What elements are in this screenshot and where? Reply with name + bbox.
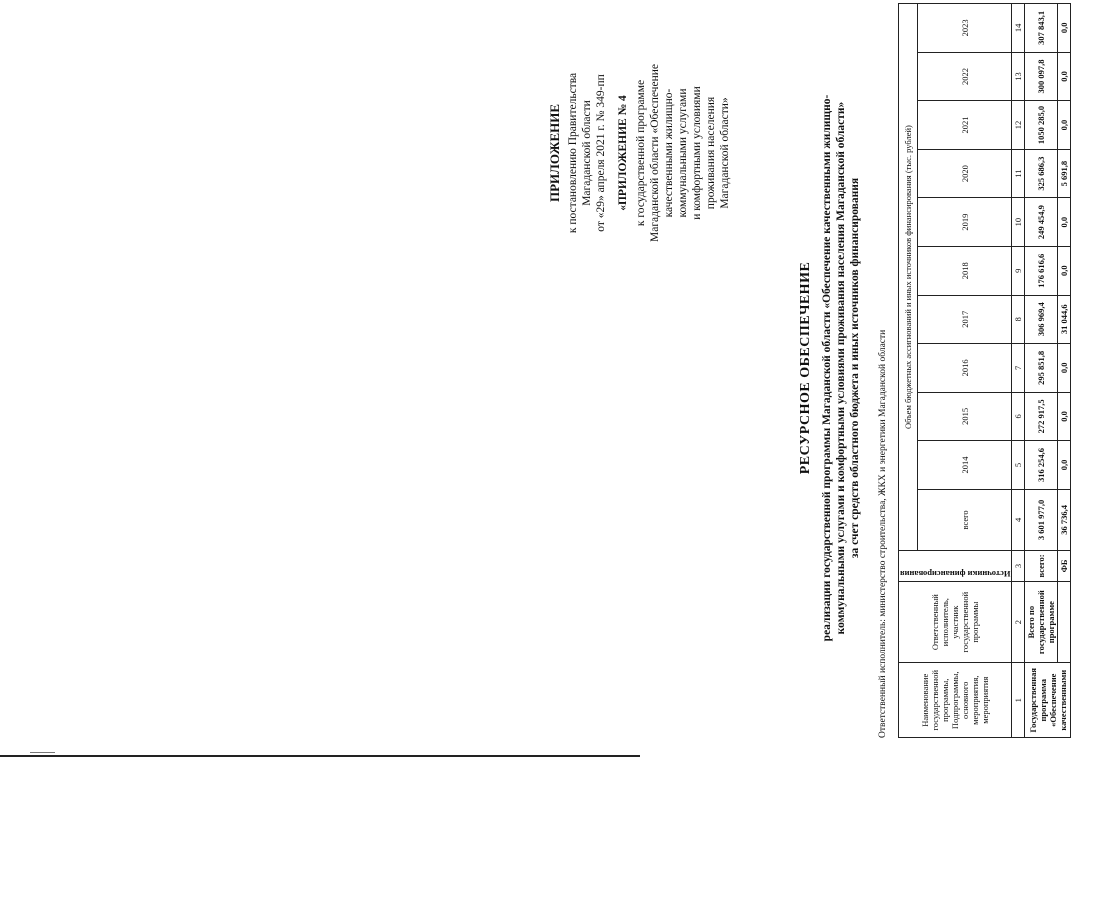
document-title [798, 38, 862, 698]
header-line: от «29» апреля 2021 г. № 349-пп [595, 74, 607, 232]
appendix-header [548, 8, 732, 298]
source-cell: всего: [1025, 551, 1058, 582]
table-row [1025, 4, 1058, 738]
value-cell: 36 736,4 [1058, 489, 1071, 550]
col-number: 9 [1012, 246, 1025, 295]
header-year: 2023 [918, 4, 1012, 53]
value-cell: 307 843,1 [1025, 4, 1058, 53]
col-number: 7 [1012, 344, 1025, 393]
title-main: РЕСУРСНОЕ ОБЕСПЕЧЕНИЕ [798, 261, 813, 475]
title-line: реализации государственной программы Магаданской области «Обеспечение качественными жилищно- [821, 94, 833, 642]
col-number: 4 [1012, 489, 1025, 550]
header-year: 2015 [918, 392, 1012, 441]
col-number: 10 [1012, 198, 1025, 247]
col-number: 1 [1012, 663, 1025, 738]
header-line: Магаданской области [581, 100, 593, 206]
value-cell: 31 044,6 [1058, 295, 1071, 344]
header-year: 2014 [918, 441, 1012, 490]
scan-artifact [30, 752, 55, 753]
value-cell: 325 686,3 [1025, 149, 1058, 198]
table-row [1058, 4, 1071, 738]
header-line: Магаданской области» [719, 97, 731, 209]
header-name: Наименование государственной программы, Подпрограммы, основного мероприятия, мероприятия [899, 663, 1012, 738]
table-row-numbers [1012, 4, 1025, 738]
header-line: коммунальными услугами [677, 88, 689, 218]
scan-edge-line [0, 755, 640, 757]
appendix-label: ПРИЛОЖЕНИЕ [547, 103, 562, 203]
appendix4-label: «ПРИЛОЖЕНИЕ № 4 [617, 95, 629, 211]
col-number: 6 [1012, 392, 1025, 441]
header-line: Магаданской области «Обеспечение [649, 64, 661, 242]
header-volume: Объем бюджетных ассигнований и иных источников финансирования (тыс. рублей) [899, 4, 918, 551]
col-number: 5 [1012, 441, 1025, 490]
header-line: и комфортными условиями [691, 86, 703, 220]
title-line: за счет средств областного бюджета и иных источников финансирования [849, 177, 861, 559]
program-executor-empty [1058, 581, 1071, 663]
value-cell: 176 616,6 [1025, 246, 1058, 295]
header-year: 2017 [918, 295, 1012, 344]
value-cell: 0,0 [1058, 344, 1071, 393]
header-year: 2022 [918, 52, 1012, 101]
header-year: 2021 [918, 101, 1012, 150]
header-line: проживания населения [705, 96, 717, 210]
header-year: 2019 [918, 198, 1012, 247]
program-name: Государственная программа «Обеспечение качественными [1025, 663, 1071, 738]
value-cell: 295 851,8 [1025, 344, 1058, 393]
value-cell: 0,0 [1058, 52, 1071, 101]
col-number: 11 [1012, 149, 1025, 198]
value-cell: 0,0 [1058, 101, 1071, 150]
header-year: 2020 [918, 149, 1012, 198]
title-line: коммунальными услугами и комфортными условиями проживания населения Магаданской области» [835, 101, 847, 635]
source-cell: ФБ [1058, 551, 1071, 582]
col-number: 3 [1012, 551, 1025, 582]
value-cell: 316 254,6 [1025, 441, 1058, 490]
header-line: качественными жилищно- [663, 88, 675, 218]
col-number: 13 [1012, 52, 1025, 101]
header-year: 2016 [918, 344, 1012, 393]
header-executor: Ответственный исполнитель, участник государственной программы [899, 581, 1012, 663]
header-source-cell [899, 551, 1012, 582]
value-cell: 272 917,5 [1025, 392, 1058, 441]
funding-table [898, 3, 1071, 738]
value-cell: 0,0 [1058, 4, 1071, 53]
value-cell: 249 454,9 [1025, 198, 1058, 247]
value-cell: 0,0 [1058, 441, 1071, 490]
value-cell: 0,0 [1058, 198, 1071, 247]
header-line: к государственной программе [635, 79, 647, 227]
header-source: Источники финансирования [900, 568, 1011, 579]
value-cell: 300 097,8 [1025, 52, 1058, 101]
header-total: всего [918, 489, 1012, 550]
col-number: 8 [1012, 295, 1025, 344]
program-executor: Всего по государственной программе [1025, 581, 1058, 663]
responsible-executor: Ответственный исполнитель: министерство строительства, ЖКХ и энергетики Магаданской области [878, 329, 888, 738]
col-number: 12 [1012, 101, 1025, 150]
col-number: 14 [1012, 4, 1025, 53]
value-cell: 3 601 977,0 [1025, 489, 1058, 550]
rotated-page [548, 3, 1093, 738]
value-cell: 5 691,8 [1058, 149, 1071, 198]
value-cell: 306 969,4 [1025, 295, 1058, 344]
value-cell: 0,0 [1058, 392, 1071, 441]
value-cell: 1050 285,0 [1025, 101, 1058, 150]
header-year: 2018 [918, 246, 1012, 295]
col-number: 2 [1012, 581, 1025, 663]
header-line: к постановлению Правительства [567, 72, 579, 234]
value-cell: 0,0 [1058, 246, 1071, 295]
